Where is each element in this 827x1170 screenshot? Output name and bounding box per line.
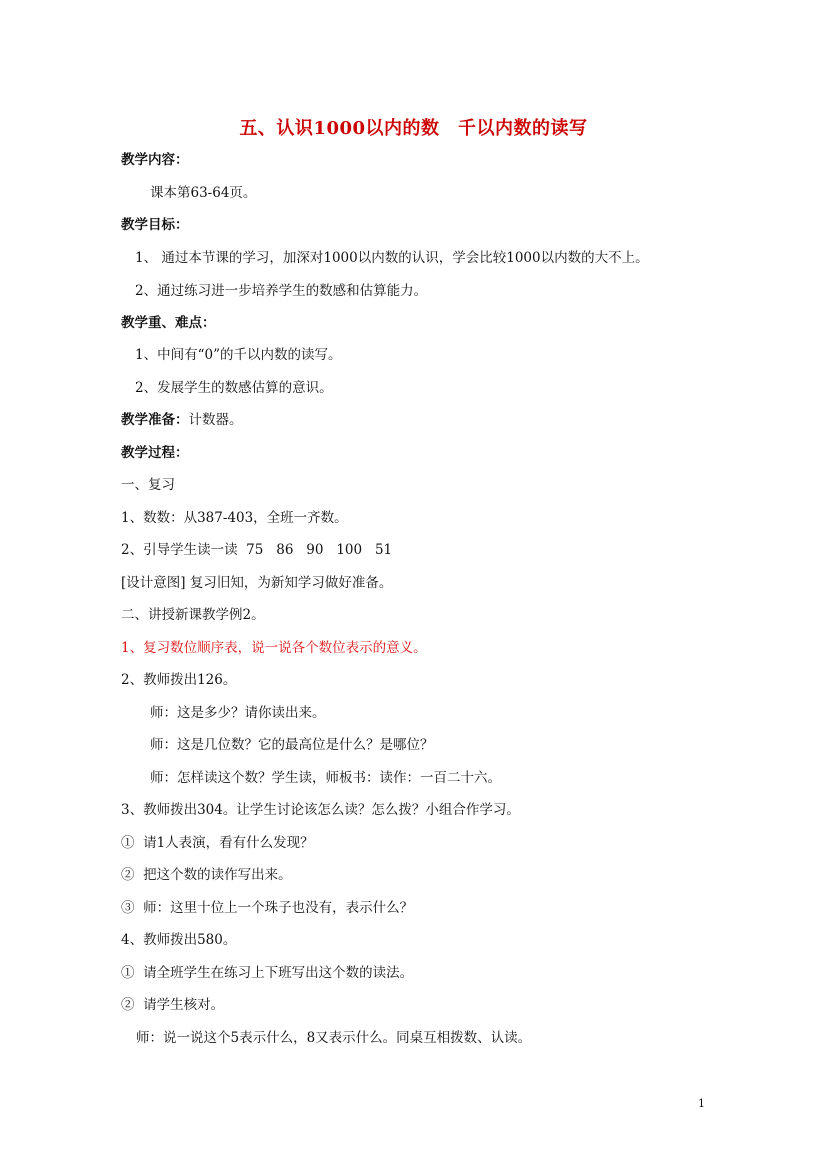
paragraph: 师：这是几位数？它的最高位是什么？是哪位？ — [150, 737, 434, 753]
paragraph: 二、讲授新课教学例2。 — [121, 607, 265, 623]
paragraph: 1、中间有“0”的千以内数的读写。 — [135, 347, 342, 363]
paragraph: 师：怎样读这个数？学生读，师板书：读作：一百二十六。 — [150, 770, 501, 786]
paragraph: 2、教师拨出126。 — [121, 672, 237, 688]
page-number: 1 — [698, 1097, 705, 1110]
paragraph: 1、 通过本节课的学习，加深对1000以内数的认识，学会比较1000以内数的大不上。 — [135, 250, 649, 266]
paragraph: 1、数数：从387-403，全班一齐数。 — [121, 510, 348, 526]
list-item: ② 请学生核对。 — [121, 997, 225, 1013]
preparation-label: 教学准备： — [121, 412, 189, 428]
heading-preparation — [121, 411, 243, 429]
paragraph: 2、引导学生读一读 75 86 90 100 51 — [121, 542, 393, 558]
heading-content: 教学内容： — [121, 152, 189, 168]
heading-key-points: 教学重、难点： — [121, 315, 216, 331]
heading-goals: 教学目标： — [121, 217, 189, 233]
highlighted-paragraph: 1、复习数位顺序表，说一说各个数位表示的意义。 — [121, 640, 427, 656]
list-item: ① 请全班学生在练习上下班写出这个数的读法。 — [121, 965, 414, 981]
paragraph: 2、通过练习进一步培养学生的数感和估算能力。 — [135, 283, 428, 299]
list-item: ③ 师：这里十位上一个珠子也没有，表示什么？ — [121, 900, 414, 916]
paragraph: 课本第63-64页。 — [150, 185, 257, 201]
preparation-value: 计数器。 — [188, 412, 243, 428]
list-item: ① 请1人表演，看有什么发现？ — [121, 835, 314, 851]
paragraph: 一、复习 — [121, 477, 175, 493]
paragraph: 2、发展学生的数感估算的意识。 — [135, 380, 333, 396]
paragraph: 师：这是多少？请你读出来。 — [150, 705, 326, 721]
paragraph: 4、教师拨出580。 — [121, 932, 237, 948]
paragraph: [设计意图] 复习旧知，为新知学习做好准备。 — [121, 575, 393, 591]
document-title: 五、认识1000以内的数 千以内数的读写 — [239, 118, 588, 139]
list-item: ② 把这个数的读作写出来。 — [121, 867, 292, 883]
paragraph: 师：说一说这个5表示什么，8又表示什么。同桌互相拨数、认读。 — [136, 1030, 532, 1046]
paragraph: 3、教师拨出304。让学生讨论该怎么读？怎么拨？小组合作学习。 — [121, 802, 520, 818]
heading-process: 教学过程： — [121, 445, 189, 461]
